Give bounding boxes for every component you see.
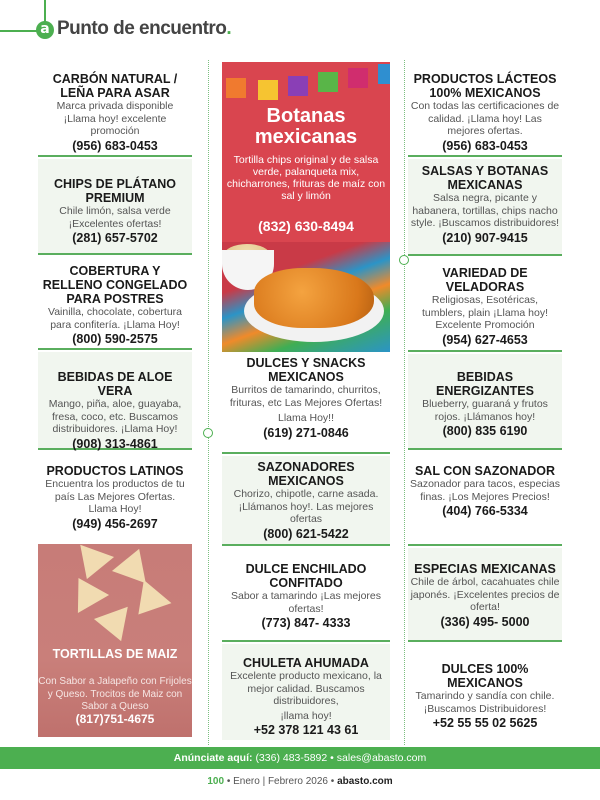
phone-number[interactable]: +52 378 121 43 61 [253,723,359,737]
phone-number[interactable]: (800) 835 6190 [442,424,528,438]
phone-number[interactable]: (210) 907-9415 [442,230,528,245]
header-rule-vertical [44,0,46,22]
abasto-logo-icon: a [36,21,54,39]
listing-chips-platano: CHIPS DE PLÁTANO PREMIUM Chile limón, salsa verde ¡Excelentes ofertas! (281) 657-5702 [38,159,192,255]
column-divider-left [208,60,209,745]
phone-number[interactable]: (956) 683-0453 [442,138,528,153]
listing-bebidas-energizantes: BEBIDAS ENERGIZANTES Blueberry, guaraná y frutos rojos. ¡Llámanos hoy! (800) 835 6190 [408,354,562,450]
listing-salsas-botanas: SALSAS Y BOTANAS MEXICANAS Salsa negra, picante y habanera, tortillas, chips nacho style. ¡Buscamos distribuidores! (210) 907-9415 [408,159,562,256]
phone-number[interactable]: (956) 683-0453 [72,138,158,153]
advertise-phone[interactable]: (336) 483-5892 [255,752,328,764]
ad-botanas-mexicanas[interactable]: Botanas mexicanas Tortilla chips original y de salsa verde, palanqueta mix, chicharrones, frituras de maíz con sal y limón (832) 630-8494 [222,62,390,352]
phone-number[interactable]: (800) 590-2575 [72,332,158,346]
listing-dulce-enchilado: DULCE ENCHILADO CONFITADO Sabor a tamarindo ¡Las mejores ofertas! (773) 847- 4333 [222,548,390,642]
phone-number[interactable]: (336) 495- 5000 [440,614,530,629]
tortilla-chip-image [94,607,138,648]
advertise-email-link[interactable]: sales@abasto.com [336,752,427,764]
listing-chuleta-ahumada: CHULETA AHUMADA Excelente producto mexicano, la mejor calidad. Buscamos distribuidores, ¡llama hoy! +52 378 121 43 61 [222,644,390,740]
phone-number[interactable]: (817)751-4675 [75,712,155,726]
listing-especias-mexicanas: ESPECIAS MEXICANAS Chile de árbol, cacahuates chile japonés. ¡Excelentes precios de oferta! (336) 495- 5000 [408,548,562,642]
section-title: Punto de encuentro. [57,18,232,39]
listing-productos-lacteos: PRODUCTOS LÁCTEOS 100% MEXICANOS Con todas las certificaciones de calidad. ¡Llama hoy! Las mejores ofertas. (956) 683-0453 [408,72,562,157]
phone-number[interactable]: (832) 630-8494 [258,218,354,234]
phone-number[interactable]: (404) 766-5334 [442,504,528,518]
phone-number[interactable]: (908) 313-4861 [72,436,158,451]
site-link[interactable]: abasto.com [337,776,393,787]
phone-number[interactable]: (619) 271-0846 [263,425,349,440]
tortilla-chip-image [112,544,156,583]
palanqueta-image [254,268,374,328]
phone-number[interactable]: (949) 456-2697 [72,516,158,531]
divider-ring-icon [203,428,213,438]
listing-bebidas-aloe-vera: BEBIDAS DE ALOE VERA Mango, piña, aloe, guayaba, fresa, coco, etc. Buscamos distribuidores. ¡Llama Hoy! (908) 313-4861 [38,352,192,450]
phone-number[interactable]: (773) 847- 4333 [261,616,351,630]
listing-sazonadores-mexicanos: SAZONADORES MEXICANOS Chorizo, chipotle, carne asada. ¡Llámanos hoy!. Las mejores ofertas (800) 621-5422 [222,456,390,546]
listing-dulces-100-mexicanos: DULCES 100% MEXICANOS Tamarindo y sandía con chile. ¡Buscamos Distribuidores! +52 55 55 02 5625 [408,662,562,740]
ad-tortillas-de-maiz[interactable]: TORTILLAS DE MAIZ Con Sabor a Jalapeño con Frijoles y Queso. Trocitos de Maiz con Sabor a Queso (817)751-4675 [38,544,192,737]
advertise-banner: Anúnciate aquí: (336) 483-5892 • sales@abasto.com [0,747,600,769]
phone-number[interactable]: (800) 621-5422 [263,526,349,541]
page-folio: 100 • Enero | Febrero 2026 • abasto.com [207,776,393,787]
header-rule-horizontal [0,30,40,32]
page-number: 100 [207,776,225,787]
listing-cobertura-relleno: COBERTURA Y RELLENO CONGELADO PARA POSTRES Vainilla, chocolate, cobertura para confitería. ¡Llama Hoy! (800) 590-2575 [38,264,192,350]
phone-number[interactable]: (281) 657-5702 [72,231,158,245]
listing-veladoras: VARIEDAD DE VELADORAS Religiosas, Esotéricas, tumblers, plain ¡Llama hoy! Excelente Promoción (954) 627-4653 [408,264,562,352]
issue-date: Enero | Febrero 2026 [233,776,328,787]
listing-dulces-snacks: DULCES Y SNACKS MEXICANOS Burritos de tamarindo, churritos, frituras, etc Las Mejores Ofertas! Llama Hoy!! (619) 271-0846 [222,356,390,454]
listing-productos-latinos: PRODUCTOS LATINOS Encuentra los productos de tu país Las Mejores Ofertas. Llama Hoy! (949) 456-2697 [38,464,192,534]
listing-sal-con-sazonador: SAL CON SAZONADOR Sazonador para tacos, especias finas. ¡Los Mejores Precios! (404) 766-5334 [408,452,562,546]
listing-carbon-natural: CARBÓN NATURAL / LEÑA PARA ASAR Marca privada disponible ¡Llama hoy! excelente promoción (956) 683-0453 [38,72,192,157]
phone-number[interactable]: (954) 627-4653 [442,332,528,347]
phone-number[interactable]: +52 55 55 02 5625 [432,716,538,730]
papel-picado-banner [222,62,390,98]
column-divider-right [404,60,405,745]
